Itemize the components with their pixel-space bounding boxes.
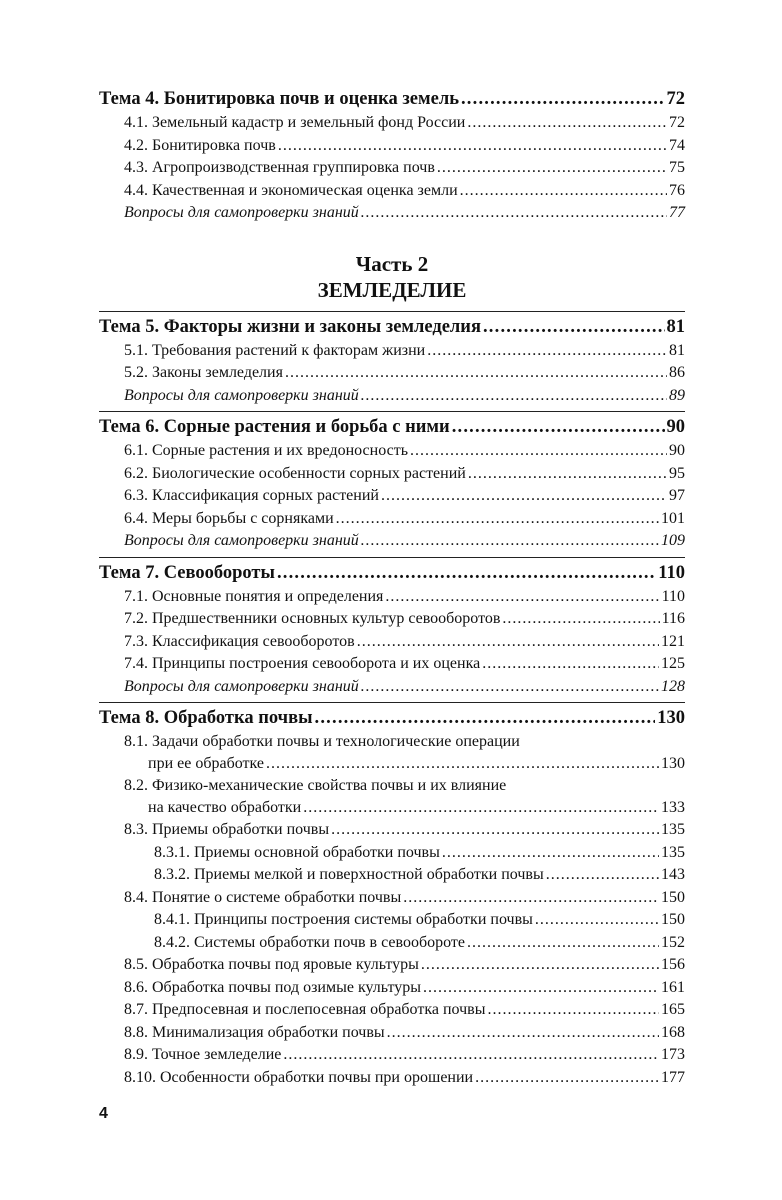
toc-page-number: 86 xyxy=(669,364,685,381)
toc-leader-dots xyxy=(361,385,667,408)
toc-leader-dots xyxy=(535,909,659,932)
toc-page-number: 101 xyxy=(661,509,685,527)
toc-page-number: 143 xyxy=(661,866,685,883)
toc-item-title: 6.4. Меры борьбы с сорняками xyxy=(124,509,334,527)
toc-item-8-2[interactable] xyxy=(124,775,685,819)
toc-page-number: 173 xyxy=(661,1046,685,1063)
toc-topic-title: Тема 5. Факторы жизни и законы земледелия xyxy=(99,316,481,337)
toc-item-title: 8.3.2. Приемы мелкой и поверхностной обработки почвы xyxy=(154,866,544,883)
toc-page-number: 95 xyxy=(669,464,685,482)
toc-page-number: 74 xyxy=(669,136,685,154)
toc-page-number: 72 xyxy=(666,89,685,109)
toc-page-number: 90 xyxy=(669,442,685,459)
toc-item-title: 7.3. Классификация севооборотов xyxy=(124,632,355,650)
toc-leader-dots xyxy=(315,705,656,731)
toc-page-number: 135 xyxy=(661,821,685,838)
toc-leader-dots xyxy=(357,631,659,654)
toc-item-8-4-1[interactable] xyxy=(99,909,685,932)
toc-leader-dots xyxy=(277,560,656,586)
toc-item-8-3-2[interactable] xyxy=(99,864,685,887)
toc-item-4-3[interactable] xyxy=(99,157,685,180)
toc-item-title: 7.1. Основные понятия и определения xyxy=(124,587,384,605)
toc-item-title: 5.1. Требования растений к факторам жизни xyxy=(124,341,426,359)
toc-item-title: 8.1. Задачи обработки почвы и технологические операции xyxy=(124,733,520,750)
toc-item-title: 6.1. Сорные растения и их вредоносность xyxy=(124,442,408,459)
toc-leader-dots xyxy=(437,157,667,180)
toc-page-number: 116 xyxy=(661,610,685,627)
toc-page-number: 150 xyxy=(661,911,685,928)
toc-item-8-6[interactable] xyxy=(99,977,685,1000)
toc-item-title: 8.5. Обработка почвы под яровые культуры xyxy=(124,956,419,973)
part-label: Часть 2 xyxy=(355,251,429,276)
toc-page-number: 89 xyxy=(669,386,685,404)
toc-leader-dots xyxy=(387,1022,659,1045)
toc-questions-4[interactable] xyxy=(99,202,685,225)
toc-page-number: 97 xyxy=(669,487,685,504)
toc-page-number: 81 xyxy=(669,341,685,359)
toc-item-title-continued: при ее обработке xyxy=(148,755,264,772)
toc-item-title: 5.2. Законы земледелия xyxy=(124,364,283,381)
toc-leader-dots xyxy=(283,1044,659,1067)
toc-leader-dots xyxy=(483,314,665,340)
toc-item-title: 8.2. Физико-механические свойства почвы и их влияние xyxy=(124,777,507,794)
toc-item-title: 8.3. Приемы обработки почвы xyxy=(124,821,330,838)
toc-item-title: 8.4. Понятие о системе обработки почвы xyxy=(124,888,402,906)
toc-leader-dots xyxy=(461,86,665,112)
toc-item-title: 4.4. Качественная и экономическая оценка земли xyxy=(124,181,458,199)
toc-item-8-1[interactable] xyxy=(124,731,685,775)
toc-page-number: 161 xyxy=(661,978,685,996)
toc-page-number: 150 xyxy=(661,888,685,906)
toc-item-title: Вопросы для самопроверки знаний xyxy=(124,677,359,695)
toc-topic-4[interactable] xyxy=(99,86,685,112)
toc-page-number: 77 xyxy=(669,204,685,221)
toc-item-title: 8.4.1. Принципы построения системы обработки почвы xyxy=(154,911,533,928)
toc-item-4-2[interactable] xyxy=(99,135,685,158)
toc-topic-title: Тема 4. Бонитировка почв и оценка земель xyxy=(99,89,459,109)
toc-leader-dots xyxy=(546,864,659,887)
toc-leader-dots xyxy=(381,485,667,508)
toc-leader-dots xyxy=(285,362,667,385)
toc-leader-dots xyxy=(361,530,659,553)
toc-item-title: 4.3. Агропроизводственная группировка почв xyxy=(124,159,435,176)
toc-item-8-4[interactable] xyxy=(99,887,685,910)
toc-leader-dots xyxy=(410,440,667,463)
toc-page-number: 125 xyxy=(661,655,685,672)
part-heading xyxy=(99,251,685,303)
toc-questions-6[interactable] xyxy=(99,530,685,553)
toc-item-8-9[interactable] xyxy=(99,1044,685,1067)
toc-leader-dots xyxy=(421,954,659,977)
section-divider xyxy=(99,411,685,412)
toc-item-title: 8.8. Минимализация обработки почвы xyxy=(124,1023,385,1041)
toc-page-number: 76 xyxy=(669,181,685,199)
toc-item-4-4[interactable] xyxy=(99,180,685,203)
toc-page-number: 130 xyxy=(661,755,685,772)
toc-item-7-2[interactable] xyxy=(99,608,685,631)
toc-item-6-3[interactable] xyxy=(99,485,685,508)
toc-item-title: Вопросы для самопроверки знаний xyxy=(124,204,359,221)
toc-leader-dots xyxy=(336,508,659,531)
toc-leader-dots xyxy=(460,180,667,203)
toc-item-8-8[interactable] xyxy=(99,1022,685,1045)
toc-item-8-7[interactable] xyxy=(99,999,685,1022)
section-divider xyxy=(99,702,685,703)
toc-leader-dots xyxy=(423,977,659,1000)
toc-page-number: 133 xyxy=(661,799,685,816)
toc-item-8-3-1[interactable] xyxy=(99,842,685,865)
toc-leader-dots xyxy=(468,463,667,486)
toc-item-title: Вопросы для самопроверки знаний xyxy=(124,386,359,404)
toc-item-title: 6.2. Биологические особенности сорных растений xyxy=(124,464,466,482)
section-divider xyxy=(99,557,685,558)
toc-leader-dots xyxy=(475,1067,659,1090)
toc-item-8-4-2[interactable] xyxy=(99,932,685,955)
toc-questions-5[interactable] xyxy=(99,385,685,408)
toc-item-title: 6.3. Классификация сорных растений xyxy=(124,487,379,504)
toc-page-number: 130 xyxy=(657,708,685,728)
toc-page-number: 128 xyxy=(661,677,685,695)
toc-item-title: 7.2. Предшественники основных культур севооборотов xyxy=(124,610,501,627)
toc-item-7-1[interactable] xyxy=(99,586,685,609)
toc-leader-dots xyxy=(303,797,659,819)
section-divider xyxy=(99,311,685,312)
toc-item-7-4[interactable] xyxy=(99,653,685,676)
toc-page-number: 177 xyxy=(661,1068,685,1086)
toc-page-number: 110 xyxy=(658,562,685,583)
toc-topic-5[interactable] xyxy=(99,314,685,340)
toc-leader-dots xyxy=(427,340,667,363)
toc-page-number: 135 xyxy=(661,843,685,861)
toc-leader-dots xyxy=(331,819,659,842)
toc-item-6-4[interactable] xyxy=(99,508,685,531)
page-number: 4 xyxy=(99,1105,108,1122)
toc-item-title-continued: на качество обработки xyxy=(148,799,302,816)
toc-leader-dots xyxy=(467,112,667,135)
toc-leader-dots xyxy=(266,753,659,775)
toc-topic-title: Тема 6. Сорные растения и борьба с ними xyxy=(99,417,450,437)
toc-item-4-1[interactable] xyxy=(99,112,685,135)
toc-page-number: 109 xyxy=(661,532,685,549)
toc-topic-title: Тема 8. Обработка почвы xyxy=(99,708,313,728)
toc-topic-7[interactable] xyxy=(99,560,685,586)
toc-leader-dots xyxy=(278,135,667,158)
toc-item-title: 8.7. Предпосевная и послепосевная обработка почвы xyxy=(124,1001,486,1018)
toc-item-8-5[interactable] xyxy=(99,954,685,977)
toc-item-6-2[interactable] xyxy=(99,463,685,486)
toc-leader-dots xyxy=(403,887,659,910)
toc-page-number: 121 xyxy=(661,632,685,650)
toc-page-number: 72 xyxy=(669,114,685,131)
toc-page-number: 90 xyxy=(666,417,685,437)
toc-item-title: 8.6. Обработка почвы под озимые культуры xyxy=(124,978,421,996)
toc-item-title: Вопросы для самопроверки знаний xyxy=(124,532,359,549)
toc-leader-dots xyxy=(442,842,659,865)
toc-item-7-3[interactable] xyxy=(99,631,685,654)
table-of-contents xyxy=(99,86,685,1089)
toc-item-8-3[interactable] xyxy=(99,819,685,842)
toc-page-number: 75 xyxy=(669,159,685,176)
toc-topic-8[interactable] xyxy=(99,705,685,731)
toc-page-number: 156 xyxy=(661,956,685,973)
toc-page-number: 152 xyxy=(661,933,685,951)
toc-questions-7[interactable] xyxy=(99,676,685,699)
toc-leader-dots xyxy=(385,586,659,609)
toc-item-title: 4.1. Земельный кадастр и земельный фонд России xyxy=(124,114,466,131)
toc-item-title: 8.9. Точное земледелие xyxy=(124,1046,282,1063)
toc-leader-dots xyxy=(502,608,659,631)
toc-page-number: 81 xyxy=(666,316,685,337)
toc-topic-6[interactable] xyxy=(99,414,685,440)
toc-page-number: 165 xyxy=(661,1001,685,1018)
toc-item-5-1[interactable] xyxy=(99,340,685,363)
toc-leader-dots xyxy=(361,676,659,699)
toc-leader-dots xyxy=(487,999,659,1022)
toc-leader-dots xyxy=(467,932,659,955)
toc-topic-title: Тема 7. Севообороты xyxy=(99,562,275,583)
part-title: ЗЕМЛЕДЕЛИЕ xyxy=(317,277,467,302)
toc-item-title: 8.4.2. Системы обработки почв в севообороте xyxy=(154,933,465,951)
toc-page-number: 110 xyxy=(661,587,685,605)
toc-item-8-10[interactable] xyxy=(99,1067,685,1090)
toc-item-title: 8.3.1. Приемы основной обработки почвы xyxy=(154,843,440,861)
toc-item-title: 7.4. Принципы построения севооборота и их оценка xyxy=(124,655,481,672)
toc-leader-dots xyxy=(361,202,667,225)
toc-item-5-2[interactable] xyxy=(99,362,685,385)
toc-page-number: 168 xyxy=(661,1023,685,1041)
toc-leader-dots xyxy=(482,653,659,676)
toc-leader-dots xyxy=(452,414,665,440)
toc-item-title: 4.2. Бонитировка почв xyxy=(124,136,276,154)
toc-item-title: 8.10. Особенности обработки почвы при орошении xyxy=(124,1068,474,1086)
toc-item-6-1[interactable] xyxy=(99,440,685,463)
